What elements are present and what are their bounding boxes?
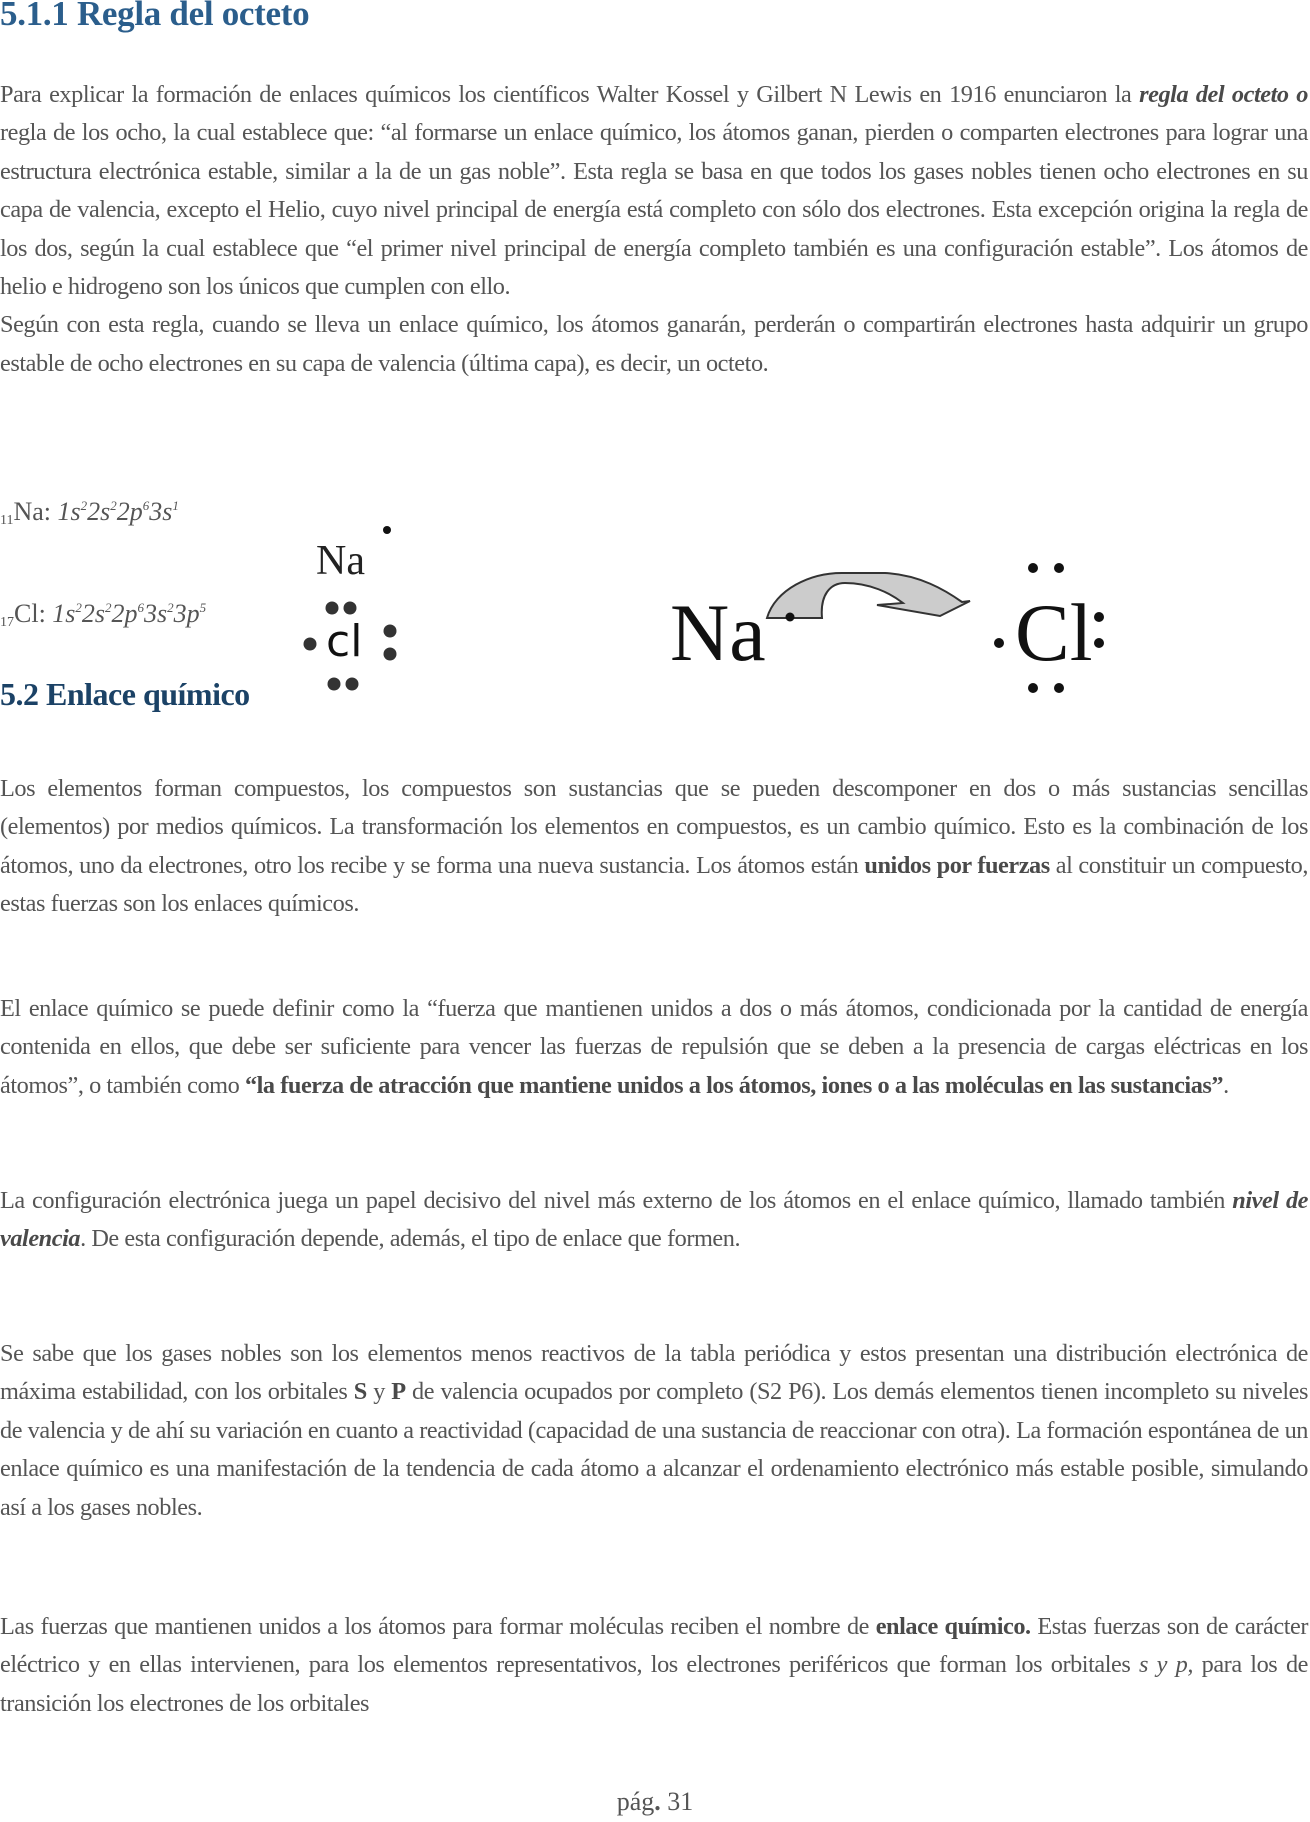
orbital-exponent: 2 (80, 498, 88, 513)
orbital-exponent: 2 (167, 600, 174, 615)
text: Los elementos forman compuestos, los compuestos son sustancias que se pueden descomponer en dos o más sustancias sencillas (elementos) por medios químicos. La transformación los elementos en compuestos, es un cambio químico. Esto es la combinación de los átomos, uno da electrones, otro los recibe y se forma una nueva sustancia. Los átomos están (0, 775, 1308, 879)
emphasis-regla-octeto: regla del octeto o (1139, 81, 1308, 108)
page-footer (0, 1787, 1310, 1817)
orbital-exponent: 2 (75, 600, 82, 615)
text: . De esta configuración depende, además, el tipo de enlace que formen. (80, 1225, 741, 1253)
text: de valencia ocupados por completo (S2 P6). Los demás elementos tienen incompleto su niveles de valencia y de ahí su variación en cuanto a reactividad (capacidad de una sustancia de reaccionar con otra). La formación espontánea de un enlace químico es una manifestación de la tendencia de cada átomo a alcanzar el ordenamiento electrónico más estable posible, simulando así a los gases nobles. (0, 1378, 1308, 1521)
electron-configuration-cl (0, 599, 206, 631)
na-symbol: Na (316, 538, 365, 584)
text: al constituir un compuesto, estas fuerzas son los enlaces químicos. (0, 851, 1308, 918)
paragraph-definicion-enlace (0, 990, 1308, 1105)
text: Según con esta regla, cuando se lleva un enlace químico, los átomos ganarán, perderán o compartirán electrones hasta adquirir un grupo estable de ocho electrones en su capa de valencia (última capa), es decir, un octeto. (0, 311, 1308, 377)
orbital: 2p (116, 497, 143, 526)
transfer-arrow-icon (767, 573, 970, 618)
text: y (366, 1378, 392, 1406)
page-number: 31 (667, 1787, 694, 1816)
italic-s-y-p: s y p, (1139, 1651, 1193, 1679)
section-heading-regla-octeto: 5.1.1 Regla del octeto (0, 0, 310, 33)
orbital: 2p (111, 599, 138, 628)
text: Se sabe que los gases nobles son los elementos menos reactivos de la tabla periódica y estos presentan una distribución electrónica de máxima estabilidad, con los orbitales (0, 1340, 1308, 1406)
paragraph-configuracion-electronica (0, 1182, 1308, 1259)
orbital-exponent: 5 (199, 600, 207, 615)
orbital: 2s (87, 497, 111, 526)
electron-dot (383, 526, 391, 534)
text: Estas fuerzas son de carácter eléctrico y en ellas intervienen, para los elementos representativos, los electrones periféricos que forman los orbitales (0, 1613, 1308, 1679)
cl-symbol: Cl (1015, 587, 1093, 678)
orbital: 3s (149, 497, 173, 526)
text: regla de los ocho, la cual establece que: “al formarse un enlace químico, los átomos ganan, pierden o comparten electrones para lograr una estructura electrónica estable, similar a la de un gas noble”. Esta regla se basa en que todos los gases nobles tienen ocho electrones en su capa de valencia, excepto el Helio, cuyo nivel principal de energía está completo con sólo dos electrones. Esta excepción origina la regla de los dos, según la cual establece que “el primer nivel principal de energía completo también es una configuración estable”. Los átomos de helio e hidrogeno son los únicos que cumplen con ello. (0, 119, 1308, 301)
na-symbol: Na (670, 587, 766, 678)
emphasis-nivel-valencia: nivel de valencia (0, 1187, 1308, 1253)
element-symbol: Na: (13, 497, 52, 526)
text: La configuración electrónica juega un papel decisivo del nivel más externo de los átomos en el enlace químico, llamado también (0, 1187, 1233, 1214)
cl-symbol: cl (326, 616, 363, 667)
bold-unidos-por-fuerzas: unidos por fuerzas (864, 851, 1050, 879)
page-prefix: pág (616, 1787, 655, 1816)
text: Las fuerzas que mantienen unidos a los átomos para formar moléculas reciben el nombre de (0, 1613, 876, 1640)
orbital: 1s (52, 599, 76, 628)
atomic-number: 11 (0, 513, 14, 528)
paragraph-gases-nobles (0, 1335, 1308, 1527)
orbital-exponent: 2 (105, 600, 112, 615)
text: Para explicar la formación de enlaces químicos los científicos Walter Kossel y Gilbert N Lewis en 1916 enunciaron la (0, 81, 1140, 108)
orbital-exponent: 6 (142, 498, 150, 513)
text: para los de transición los electrones de los orbitales (0, 1651, 1308, 1717)
orbital: 2s (81, 599, 106, 628)
orbital: 3p (173, 599, 200, 628)
bold-p: P (391, 1378, 406, 1406)
text: El enlace químico se puede definir como la “fuerza que mantienen unidos a dos o más átomos, condicionada por la cantidad de energía contenida en ellos, que debe ser suficiente para vencer las fuerzas de repulsión que se deben a la presencia de cargas eléctricas en los átomos”, o también como (0, 995, 1308, 1099)
bold-enlace-quimico: enlace químico. (875, 1613, 1031, 1640)
electron-configuration-na (0, 497, 179, 529)
paragraph-regla-octeto (0, 76, 1308, 383)
orbital-exponent: 2 (110, 498, 117, 513)
atomic-number: 17 (0, 615, 14, 630)
paragraph-elementos-compuestos (0, 770, 1308, 924)
bold-definicion: “la fuerza de atracción que mantiene unidos a los átomos, iones o a las moléculas en las sustancias” (244, 1071, 1224, 1099)
orbital: 3s (144, 599, 168, 628)
electron-transfer-diagram (640, 545, 1120, 705)
orbital-exponent: 1 (172, 498, 179, 513)
lewis-structure-na-cl-image (290, 512, 410, 697)
orbital-exponent: 6 (137, 600, 145, 615)
element-symbol: Cl: (14, 599, 46, 628)
orbital: 1s (57, 497, 81, 526)
text: . (1223, 1071, 1229, 1099)
page-separator: . (654, 1787, 661, 1816)
bold-s: S (353, 1378, 367, 1406)
paragraph-fuerzas-enlace (0, 1608, 1308, 1723)
section-heading-enlace-quimico: 5.2 Enlace químico (0, 676, 250, 712)
